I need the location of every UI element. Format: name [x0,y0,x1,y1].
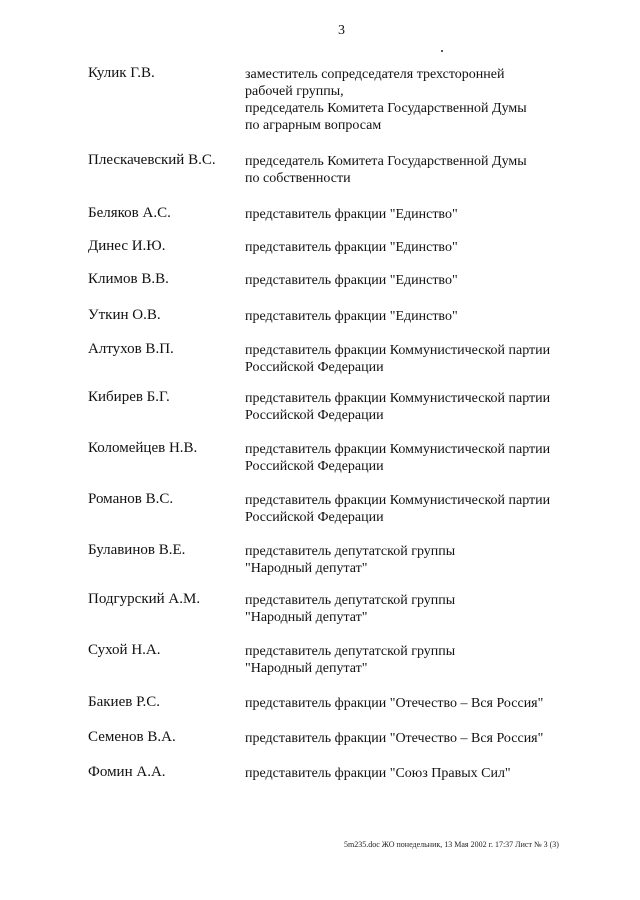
entry-role-line: заместитель сопредседателя трехсторонней [245,67,505,82]
entry-name: Динес И.Ю. [88,238,166,254]
entry-role-line: "Народный депутат" [245,661,368,676]
entry-role-line: представитель депутатской группы [245,593,456,608]
entry-name: Семенов В.А. [88,729,176,745]
entry-name: Булавинов В.Е. [88,542,186,558]
entry-role-line: председатель Комитета Государственной Думы [245,154,527,169]
entry-role-line: Российской Федерации [245,459,384,474]
entry-role [245,643,615,677]
entry-role-line: представитель фракции Коммунистической партии [245,343,551,358]
entry-role [245,206,615,223]
entry-role [245,239,615,256]
entry-name: Сухой Н.А. [88,642,161,658]
entry-role-line: представитель фракции "Отечество – Вся Россия" [245,696,544,711]
entry-role [245,695,615,712]
entry-role [245,390,615,424]
entry-role-line: представитель фракции Коммунистической партии [245,442,551,457]
entry-role-line: представитель депутатской группы [245,644,456,659]
entry-role [245,730,615,747]
entry-name: Алтухов В.П. [88,341,174,357]
entry-role-line: представитель фракции "Союз Правых Сил" [245,766,511,781]
decorative-dot [441,50,443,52]
entry-role-line: рабочей группы, [245,84,344,99]
entry-role-line: по аграрным вопросам [245,118,382,133]
entry-role-line: представитель фракции Коммунистической партии [245,391,551,406]
entry-role-line: представитель фракции "Единство" [245,273,458,288]
entry-role [245,308,615,325]
document-footer: 5m235.doc ЖО понедельник, 13 Мая 2002 г. 17:37 Лист № 3 (3) [344,840,559,849]
entry-role-line: "Народный депутат" [245,610,368,625]
entry-role-line: представитель фракции "Отечество – Вся Россия" [245,731,544,746]
entry-name: Романов В.С. [88,491,174,507]
entry-role-line: представитель фракции "Единство" [245,309,458,324]
entry-role-line: Российской Федерации [245,510,384,525]
entry-role [245,272,615,289]
entry-role-line: представитель фракции "Единство" [245,240,458,255]
entry-role [245,492,615,526]
page-number: 3 [338,23,345,38]
entry-name: Коломейцев Н.В. [88,440,198,456]
entry-role-line: представитель депутатской группы [245,544,456,559]
entry-role [245,342,615,376]
entry-role-line: председатель Комитета Государственной Думы [245,101,527,116]
entry-name: Кибирев Б.Г. [88,389,170,405]
entry-role-line: представитель фракции Коммунистической партии [245,493,551,508]
entry-role-line: представитель фракции "Единство" [245,207,458,222]
entry-name: Подгурский А.М. [88,591,201,607]
entry-role-line: по собственности [245,171,351,186]
entry-role-line: Российской Федерации [245,408,384,423]
entry-role [245,765,615,782]
entry-name: Плескачевский В.С. [88,152,216,168]
entry-role [245,592,615,626]
entry-name: Бакиев Р.С. [88,694,161,710]
entry-role-line: "Народный депутат" [245,561,368,576]
entry-role [245,153,615,187]
entry-name: Беляков А.С. [88,205,171,221]
entry-name: Уткин О.В. [88,307,161,323]
entry-name: Климов В.В. [88,271,169,287]
entry-name: Фомин А.А. [88,764,166,780]
entry-role [245,441,615,475]
entry-role [245,543,615,577]
entry-name: Кулик Г.В. [88,65,155,81]
entry-role [245,66,615,134]
entry-role-line: Российской Федерации [245,360,384,375]
